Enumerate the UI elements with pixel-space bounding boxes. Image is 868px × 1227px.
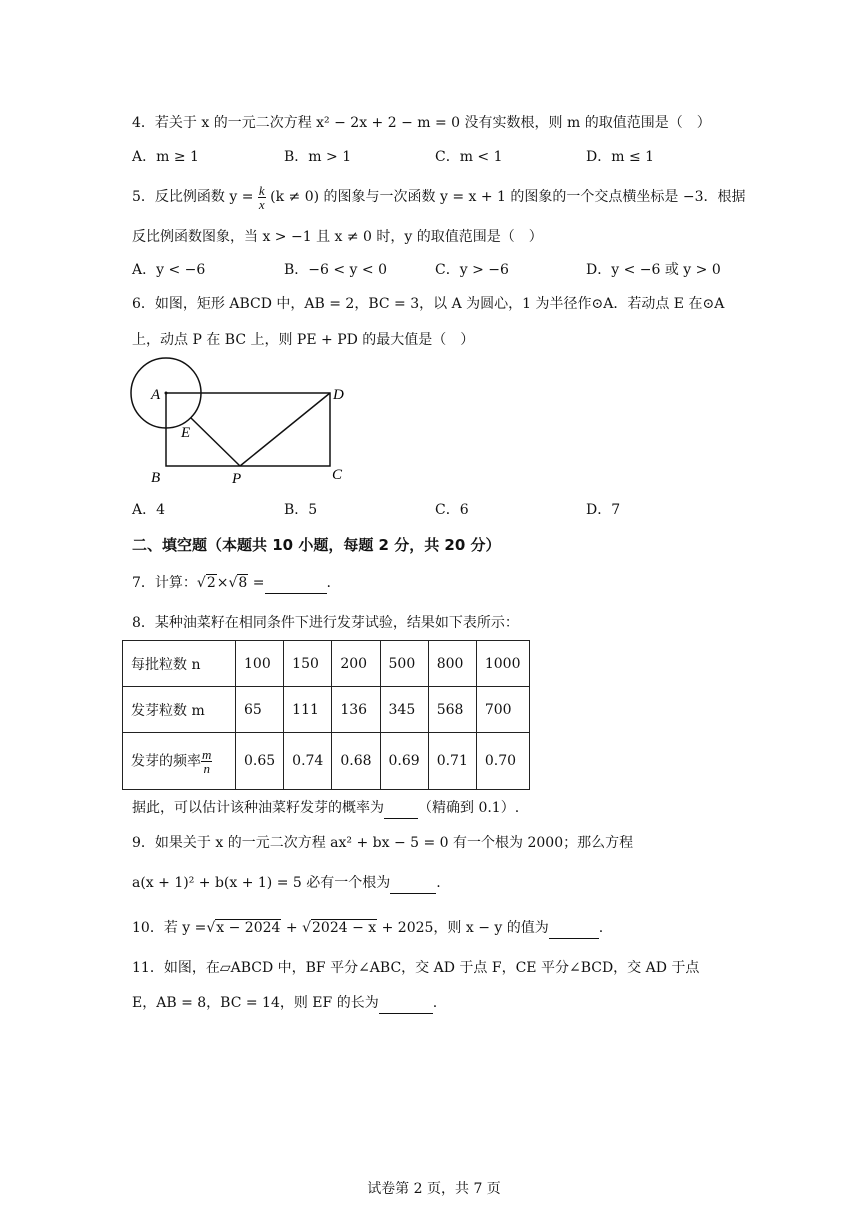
q9-answer-blank[interactable] bbox=[390, 873, 436, 894]
q10-radicand-2: 2024 − x bbox=[312, 920, 377, 936]
q9-line2 bbox=[132, 873, 441, 894]
label-a: A bbox=[151, 387, 161, 403]
q4-option-d: D．m ≤ 1 bbox=[586, 149, 655, 165]
q9-line2-end: . bbox=[436, 875, 441, 891]
table-row bbox=[123, 687, 530, 733]
label-c: C bbox=[332, 467, 343, 483]
q11-end: . bbox=[432, 995, 438, 1011]
table-cell: 150 bbox=[284, 641, 332, 687]
q6-option-d: D．7 bbox=[586, 502, 621, 518]
label-e: E bbox=[181, 425, 191, 441]
q9-line1: 9．如果关于 x 的一元二次方程 ax² + bx − 5 = 0 有一个根为 2000；那么方程 bbox=[132, 835, 634, 851]
q4-option-a: A．m ≥ 1 bbox=[132, 149, 199, 165]
table-cell: 0.68 bbox=[332, 733, 380, 790]
q6-figure bbox=[120, 355, 360, 490]
q11-line2-text: E，AB = 8，BC = 14，则 EF 的长为 bbox=[132, 995, 379, 1011]
sqrt-sign-icon: √ bbox=[228, 575, 238, 591]
row3-fraction bbox=[201, 748, 212, 775]
table-cell: 65 bbox=[236, 687, 284, 733]
q11-answer-blank[interactable] bbox=[379, 993, 433, 1014]
table-cell: 0.71 bbox=[428, 733, 476, 790]
label-d: D bbox=[333, 387, 344, 403]
sqrt-sign-icon: √ bbox=[302, 920, 311, 936]
q4-option-c: C．m < 1 bbox=[435, 149, 503, 165]
q8-table bbox=[122, 640, 530, 790]
label-p: P bbox=[232, 471, 242, 487]
q7-answer-blank[interactable] bbox=[265, 573, 327, 594]
q4-option-b: B．m > 1 bbox=[284, 149, 352, 165]
q8-after bbox=[132, 798, 519, 819]
segment-pe bbox=[191, 418, 240, 466]
q10-prefix: 10．若 y = bbox=[132, 920, 207, 936]
row3-label bbox=[123, 733, 236, 790]
table-cell: 345 bbox=[380, 687, 428, 733]
row3-label-text: 发芽的频率 bbox=[131, 753, 201, 769]
q10-radicand-1: x − 2024 bbox=[216, 920, 281, 936]
section-2-heading: 二、填空题（本题共 10 小题，每题 2 分，共 20 分） bbox=[132, 536, 501, 554]
table-cell: 0.65 bbox=[236, 733, 284, 790]
table-cell: 0.69 bbox=[380, 733, 428, 790]
sqrt-sign-icon: √ bbox=[196, 575, 206, 591]
table-cell: 111 bbox=[284, 687, 332, 733]
q5-option-a: A．y < −6 bbox=[132, 262, 206, 278]
row3-frac-den: n bbox=[203, 760, 210, 776]
q5-frac-num: k bbox=[258, 182, 265, 198]
table-row bbox=[123, 733, 530, 790]
q11-line1: 11．如图，在▱ABCD 中，BF 平分∠ABC，交 AD 于点 F，CE 平分∠BCD，交 AD 于点 bbox=[132, 960, 700, 976]
point-a bbox=[165, 392, 168, 395]
q5-line1-b: (k ≠ 0) 的图象与一次函数 y = x + 1 的图象的一个交点横坐标是 −3．根据 bbox=[270, 189, 746, 205]
q7-end: . bbox=[326, 575, 331, 591]
page-footer: 试卷第 2 页，共 7 页 bbox=[367, 1181, 501, 1197]
q5-line1 bbox=[132, 180, 746, 214]
q5-option-c: C．y > −6 bbox=[435, 262, 509, 278]
q7-prefix: 7．计算： bbox=[132, 575, 197, 591]
table-cell: 0.74 bbox=[284, 733, 332, 790]
q8-answer-blank[interactable] bbox=[384, 798, 418, 819]
q5-fraction bbox=[258, 184, 266, 211]
q6-line1: 6．如图，矩形 ABCD 中，AB = 2，BC = 3，以 A 为圆心，1 为半径作⊙A．若动点 E 在⊙A bbox=[132, 296, 725, 312]
table-cell: 200 bbox=[332, 641, 380, 687]
row3-frac-num: m bbox=[202, 746, 212, 762]
q5-line1-a: 5．反比例函数 y = bbox=[132, 189, 254, 205]
q10-answer-blank[interactable] bbox=[549, 918, 599, 939]
rectangle-abcd bbox=[166, 393, 330, 466]
q7-times: × bbox=[216, 575, 229, 591]
q11-line2 bbox=[132, 993, 437, 1014]
q5-option-d: D．y < −6 或 y > 0 bbox=[586, 262, 721, 278]
q10-line bbox=[132, 918, 603, 939]
table-cell: 1000 bbox=[476, 641, 529, 687]
q9-line2-text: a(x + 1)² + b(x + 1) = 5 必有一个根为 bbox=[132, 875, 391, 891]
q7-radicand-1: 2 bbox=[206, 575, 216, 591]
row2-label: 发芽粒数 m bbox=[123, 687, 236, 733]
q7-radicand-2: 8 bbox=[238, 575, 248, 591]
segment-pd bbox=[240, 393, 330, 466]
table-row bbox=[123, 641, 530, 687]
table-cell: 800 bbox=[428, 641, 476, 687]
label-b: B bbox=[151, 470, 161, 486]
q6-line2: 上，动点 P 在 BC 上，则 PE + PD 的最大值是（ ） bbox=[132, 332, 475, 348]
q8-text: 8．某种油菜籽在相同条件下进行发芽试验，结果如下表所示： bbox=[132, 615, 519, 631]
row1-label: 每批粒数 n bbox=[123, 641, 236, 687]
q6-option-a: A．4 bbox=[132, 502, 166, 518]
q7-line bbox=[132, 573, 331, 594]
q4-text: 4．若关于 x 的一元二次方程 x² − 2x + 2 − m = 0 没有实数根，则 m 的取值范围是（ ） bbox=[132, 115, 711, 131]
q6-option-c: C．6 bbox=[435, 502, 469, 518]
q5-line2: 反比例函数图象，当 x > −1 且 x ≠ 0 时，y 的取值范围是（ ） bbox=[132, 229, 543, 245]
q8-after-end: （精确到 0.1）. bbox=[418, 800, 520, 816]
q8-after-text: 据此，可以估计该种油菜籽发芽的概率为 bbox=[132, 800, 384, 816]
q6-option-b: B．5 bbox=[284, 502, 318, 518]
q7-equals: = bbox=[248, 575, 265, 591]
q10-end: . bbox=[598, 920, 604, 936]
table-cell: 500 bbox=[380, 641, 428, 687]
sqrt-sign-icon: √ bbox=[206, 920, 216, 936]
table-cell: 136 bbox=[332, 687, 380, 733]
table-cell: 100 bbox=[236, 641, 284, 687]
table-cell: 0.70 bbox=[476, 733, 529, 790]
q10-suffix: + 2025，则 x − y 的值为 bbox=[377, 920, 549, 936]
q10-plus: + bbox=[281, 920, 303, 936]
q5-frac-den: x bbox=[258, 196, 265, 212]
table-cell: 568 bbox=[428, 687, 476, 733]
table-cell: 700 bbox=[476, 687, 529, 733]
q5-option-b: B．−6 < y < 0 bbox=[284, 262, 388, 278]
